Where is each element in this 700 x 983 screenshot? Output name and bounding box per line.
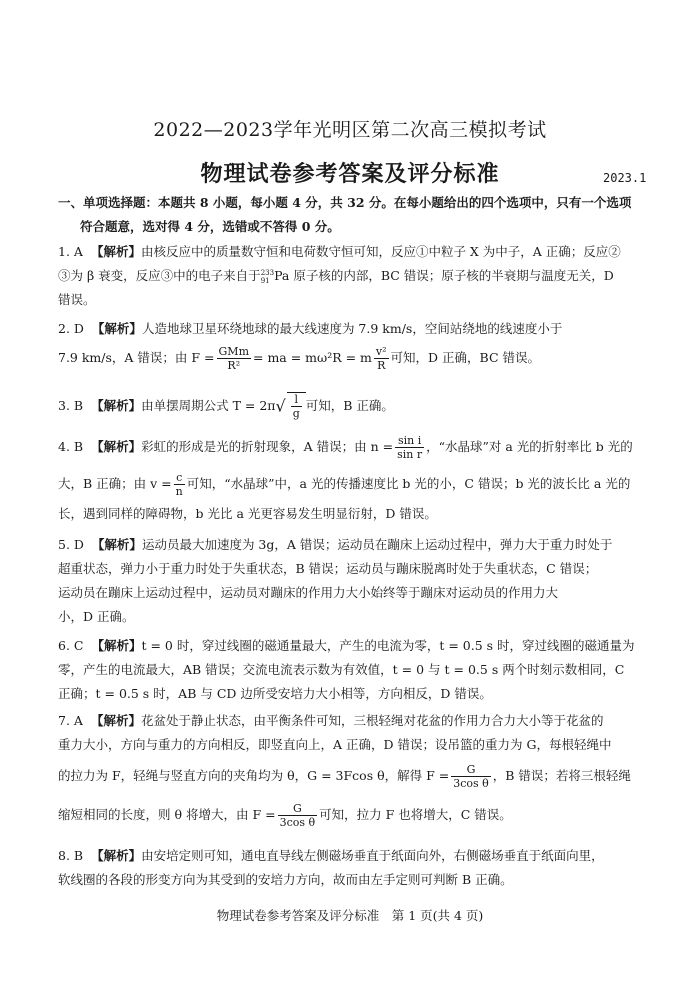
fraction-gmm-r2: $\frac{\text{GMm}}{\text{R²}}$ (218, 345, 249, 372)
analysis-tag: 【解析】 (90, 713, 141, 728)
answer-item-8 (58, 844, 672, 892)
question-number: 1. A (58, 244, 83, 259)
analysis-tag: 【解析】 (91, 397, 142, 413)
section-heading-line-1: 一、单项选择题：本题共 8 小题，每小题 4 分，共 32 分。在每小题给出的四个选项中，只有一个选项 (58, 195, 632, 210)
answer-item-3 (58, 392, 672, 420)
analysis-text: 由核反应中的质量数守恒和电荷数守恒可知，反应①中粒子 X 为中子，A 正确；反应② (140, 244, 621, 259)
analysis-tag: 【解析】 (91, 321, 142, 336)
question-number: 3. B (58, 397, 84, 413)
analysis-text: 可知，B 正确。 (305, 397, 394, 413)
analysis-text: ③为 β 衰变，反应③中的电子来自于 (58, 268, 261, 283)
analysis-text: 的拉力为 F，轻绳与竖直方向的夹角均为 θ，G = 3Fcos θ，解得 F = (58, 768, 450, 783)
analysis-tag: 【解析】 (91, 848, 142, 863)
exam-date: 2023.1 (603, 171, 647, 185)
analysis-text: 零，产生的电流最大，AB 错误；交流电流表示数为有效值，t = 0 与 t = 0.5 s 两个时刻示数相同，C (58, 662, 625, 677)
fraction-l-g: $\frac{l}{g}$ (292, 393, 300, 420)
sqrt-body (287, 392, 306, 420)
analysis-text: 可知，D 正确，BC 错误。 (390, 350, 540, 365)
analysis-text: 缩短相同的长度，则 θ 将增大，由 F = (58, 807, 276, 822)
page-footer: 物理试卷参考答案及评分标准 第 1 页(共 4 页) (216, 908, 484, 923)
question-number: 8. B (58, 848, 84, 863)
fraction-g-3costheta: $\frac{G}{\text{3cos θ}}$ (453, 763, 489, 790)
analysis-text: 运动员在蹦床上运动过程中，运动员对蹦床的作用力大小始终等于蹦床对运动员的作用力大 (58, 585, 559, 600)
analysis-text: 可知，“水晶球”中，a 光的传播速度比 b 光的小，C 错误；b 光的波长比 a 光的 (186, 476, 631, 491)
question-number: 6. C (58, 638, 84, 653)
pa-atomic-number: 91 (260, 276, 270, 285)
question-number: 7. A (58, 713, 83, 728)
analysis-text: 大，B 正确；由 v = (58, 476, 172, 491)
analysis-text: 人造地球卫星环绕地球的最大线速度为 7.9 km/s，空间站绕地的线速度小于 (141, 321, 563, 336)
analysis-text: 错误。 (58, 292, 96, 307)
analysis-tag: 【解析】 (91, 537, 142, 552)
analysis-text: ，B 错误；若将三根轻绳 (492, 768, 631, 783)
question-number: 5. D (58, 537, 84, 552)
answer-item-7 (58, 709, 672, 829)
analysis-text: 小，D 正确。 (58, 609, 135, 624)
answer-item-5 (58, 533, 672, 629)
analysis-text: = ma = mω²R = m (253, 350, 372, 365)
question-number: 2. D (58, 321, 84, 336)
analysis-text: 彩虹的形成是光的折射现象，A 错误；由 n = (141, 439, 394, 454)
analysis-text: 长，遇到同样的障碍物，b 光比 a 光更容易发生明显衍射，D 错误。 (58, 506, 437, 521)
question-number: 4. B (58, 439, 84, 454)
exam-title: 2022—2023学年光明区第二次高三模拟考试 (153, 119, 547, 141)
section-heading-line-2: 符合题意，选对得 4 分，选错或不答得 0 分。 (80, 219, 340, 234)
analysis-tag: 【解析】 (91, 638, 142, 653)
answer-item-1 (58, 240, 672, 312)
analysis-text: t = 0 时，穿过线圈的磁通量最大，产生的电流为零，t = 0.5 s 时，穿过线圈的磁通量为 (141, 638, 635, 653)
sqrt-sign-icon: √ (275, 396, 286, 415)
page-title: 物理试卷参考答案及评分标准 (200, 161, 500, 187)
fraction-c-n: $\frac{c}{n}$ (175, 471, 183, 498)
analysis-text: Pa 原子核的内部，BC 错误；原子核的半衰期与温度无关，D (274, 268, 614, 283)
analysis-text: 运动员最大加速度为 3g，A 错误；运动员在蹦床上运动过程中，弹力大于重力时处于 (141, 537, 613, 552)
fraction-sini-sinr: $\frac{\text{sin i}}{\text{sin r}}$ (397, 434, 423, 461)
fraction-v2-r: $\frac{\text{v²}}{R}$ (375, 345, 387, 372)
analysis-text: 正确；t = 0.5 s 时，AB 与 CD 边所受安培力大小相等，方向相反，D 错误。 (58, 686, 492, 701)
analysis-text: 由单摆周期公式 T = 2π (141, 397, 276, 413)
analysis-text: 由安培定则可知，通电直导线左侧磁场垂直于纸面向外，右侧磁场垂直于纸面向里， (141, 848, 604, 863)
analysis-tag: 【解析】 (91, 439, 142, 454)
answer-item-4 (58, 434, 672, 526)
answer-item-2 (58, 317, 672, 372)
analysis-text: 7.9 km/s，A 错误；由 F = (58, 350, 215, 365)
fraction-g-3costheta: $\frac{G}{\text{3cos θ}}$ (279, 802, 316, 829)
analysis-text: 可知，拉力 F 也将增大，C 错误。 (319, 807, 512, 822)
analysis-text: 花盆处于静止状态，由平衡条件可知，三根轻绳对花盆的作用力合力大小等于花盆的 (140, 713, 604, 728)
analysis-tag: 【解析】 (90, 244, 141, 259)
pa-mass-number: 233 (260, 268, 275, 277)
analysis-text: 软线圈的各段的形变方向为其受到的安培力方向，故而由左手定则可判断 B 正确。 (58, 872, 513, 887)
section-heading (58, 191, 670, 239)
answer-item-6 (58, 634, 672, 706)
analysis-text: 超重状态，弹力小于重力时处于失重状态，B 错误；运动员与蹦床脱离时处于失重状态，C 错误； (58, 561, 598, 576)
analysis-text: 重力大小，方向与重力的方向相反，即竖直向上，A 正确，D 错误；设吊篮的重力为 G，每根轻绳中 (58, 737, 612, 752)
analysis-text: ，“水晶球”对 a 光的折射率比 b 光的 (426, 439, 633, 454)
